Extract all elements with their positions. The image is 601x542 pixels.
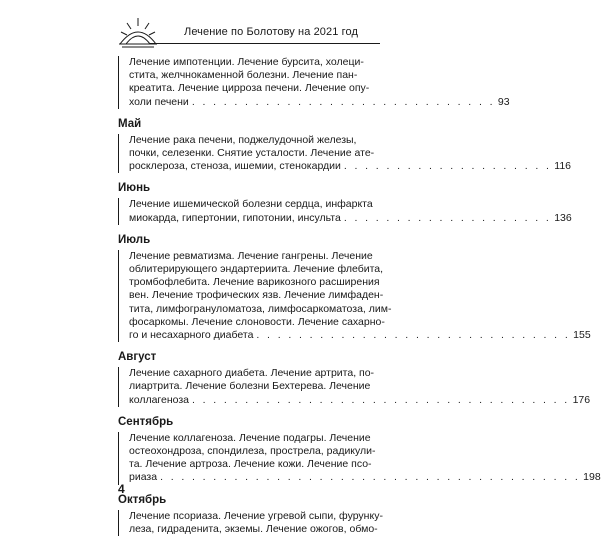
page-header xyxy=(0,0,500,48)
dot-leader: . . . . . . . . . . . . . . . . . . . . . . . . . . . . . . . . . . . . xyxy=(192,393,570,406)
entry-text-tail: коллагеноза xyxy=(129,393,190,406)
toc-entry-june xyxy=(118,198,572,224)
entry-text-line: Лечение ревматизма. Лечение гангрены. Лечение xyxy=(129,249,373,262)
entry-text-line: та. Лечение артроза. Лечение кожи. Лечение псо- xyxy=(129,458,372,471)
entry-text-line: облитерирующего эндартериита. Лечение флебита, xyxy=(129,263,384,276)
toc-entry-october xyxy=(118,509,383,536)
dot-leader: . . . . . . . . . . . . . . . . . . . . xyxy=(343,160,552,173)
toc-entry-august xyxy=(118,367,591,407)
page-ref: 176 xyxy=(572,393,591,406)
entry-text-line: остеохондроза, спондилеза, прострела, радикули- xyxy=(129,445,376,458)
entry-text-line: леза, гидраденита, экземы. Лечение ожогов, обмо- xyxy=(129,522,378,535)
dot-leader: . . . . . . . . . . . . . . . . . . . . . . . . . . . . . . . . . . . . . . . . xyxy=(160,471,581,484)
section-title-june: Июнь xyxy=(118,182,151,195)
entry-text-tail: росклероза, стеноза, ишемии, стенокардии xyxy=(129,160,341,173)
section-title-july: Июль xyxy=(118,233,151,246)
entry-last-line xyxy=(129,160,572,173)
entry-text-line: Лечение коллагеноза. Лечение подагры. Лечение xyxy=(129,431,371,444)
entry-text-tail: миокарда, гипертонии, гипотонии, инсульта xyxy=(129,211,341,224)
entry-last-line xyxy=(129,211,572,225)
toc-entry-september xyxy=(118,431,601,485)
page-ref: 93 xyxy=(497,95,510,108)
section-title-october: Октябрь xyxy=(118,493,167,506)
dot-leader: . . . . . . . . . . . . . . . . . . . . . . . . . . . . . xyxy=(191,95,495,108)
entry-last-line xyxy=(129,471,601,484)
section-title-may: Май xyxy=(118,117,142,130)
section-title-september: Сентябрь xyxy=(118,415,174,428)
entry-text-line: почки, селезенки. Снятие усталости. Лечение ате- xyxy=(129,147,375,160)
entry-text-line: Лечение псориаза. Лечение угревой сыпи, фурунку- xyxy=(129,509,383,522)
toc-entry-may xyxy=(118,133,572,174)
entry-text-line: Лечение рака печени, поджелудочной железы, xyxy=(129,133,357,146)
table-of-contents xyxy=(118,56,601,542)
entry-text-line: фосаркомы. Лечение слоновости. Лечение сахарно- xyxy=(129,315,385,328)
dot-leader: . . . . . . . . . . . . . . . . . . . . xyxy=(343,211,552,224)
entry-text-line: тита, лимфогрануломатоза, лимфосаркоматоза, лим- xyxy=(129,302,392,315)
dot-leader: . . . . . . . . . . . . . . . . . . . . . . . . . . . . . . xyxy=(256,329,571,342)
entry-text-line: Лечение ишемической болезни сердца, инфаркта xyxy=(129,198,373,211)
entry-text-tail: риаза xyxy=(129,471,158,484)
toc-entry-continued xyxy=(118,56,510,109)
entry-last-line xyxy=(129,329,591,342)
toc-entry-july xyxy=(118,249,591,342)
entry-text-line: тромбофлебита. Лечение варикозного расширения xyxy=(129,276,380,289)
header-rule xyxy=(150,43,380,44)
page-number: 4 xyxy=(118,482,125,496)
entry-text-tail: холи печени xyxy=(129,95,189,108)
entry-last-line xyxy=(129,393,591,407)
entry-text-line: вен. Лечение трофических язв. Лечение лимфаден- xyxy=(129,289,384,302)
page-ref: 116 xyxy=(554,160,572,173)
entry-text-tail: го и несахарного диабета xyxy=(129,329,254,342)
entry-text-line: лиартрита. Лечение болезни Бехтерева. Лечение xyxy=(129,380,371,393)
page-ref: 155 xyxy=(573,329,591,342)
entry-text-line: Лечение сахарного диабета. Лечение артрита, по- xyxy=(129,367,375,380)
entry-text-line: стита, желчнокаменной болезни. Лечение пан- xyxy=(129,69,358,82)
section-title-august: Август xyxy=(118,351,157,364)
page-ref: 198 xyxy=(583,471,601,484)
entry-last-line xyxy=(129,95,510,109)
running-header-title: Лечение по Болотову на 2021 год xyxy=(184,26,358,38)
entry-text-line: Лечение импотенции. Лечение бурсита, холеци- xyxy=(129,56,364,68)
page-ref: 136 xyxy=(554,211,572,224)
entry-text-line: креатита. Лечение цирроза печени. Лечение опу- xyxy=(129,82,370,95)
